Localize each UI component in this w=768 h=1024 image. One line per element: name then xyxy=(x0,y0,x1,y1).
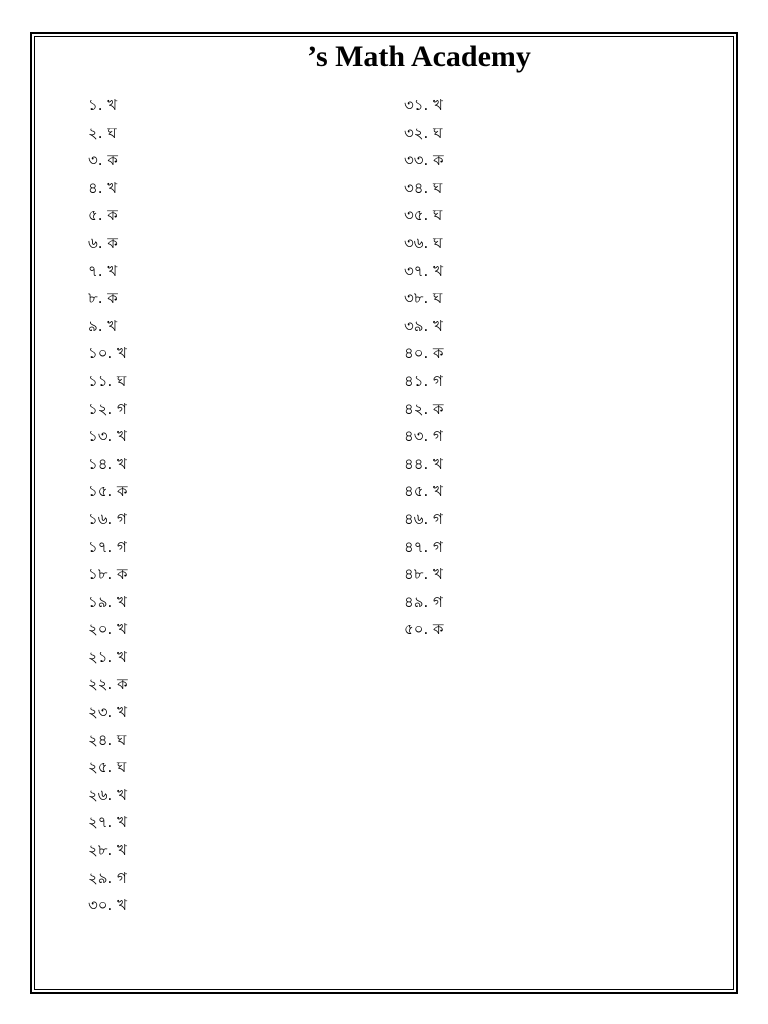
answer-option: খ xyxy=(433,482,443,501)
question-number: ২১. xyxy=(88,647,113,666)
question-number: ২৬. xyxy=(88,785,113,804)
answer-option: খ xyxy=(433,565,443,584)
answer-item xyxy=(88,782,128,810)
question-number: ৮. xyxy=(88,289,103,308)
answer-option: ঘ xyxy=(117,371,127,390)
answer-option: খ xyxy=(117,703,127,722)
answer-item xyxy=(404,616,444,644)
answer-item xyxy=(88,699,128,727)
question-number: ১. xyxy=(88,96,103,114)
answer-option: খ xyxy=(117,896,127,915)
question-number: ৪২. xyxy=(404,399,429,418)
question-number: ২৮. xyxy=(88,841,113,860)
answer-option: ক xyxy=(117,565,128,584)
question-number: ২৩. xyxy=(88,703,113,722)
question-number: ৩০. xyxy=(88,896,113,915)
answer-item xyxy=(88,892,128,920)
answer-item xyxy=(88,396,128,424)
question-number: ৪. xyxy=(88,178,103,197)
answer-option: ঘ xyxy=(433,206,443,225)
answer-item xyxy=(88,671,128,699)
question-number: ৪১. xyxy=(404,371,429,390)
question-number: ১৬. xyxy=(88,509,113,528)
answer-option: গ xyxy=(433,371,443,390)
question-number: ৪৮. xyxy=(404,565,429,584)
answer-item xyxy=(404,120,444,148)
answer-option: খ xyxy=(433,316,443,335)
question-number: ১৪. xyxy=(88,454,113,473)
answer-item xyxy=(404,258,444,286)
answer-item xyxy=(88,616,128,644)
answer-option: খ xyxy=(107,178,118,197)
answer-option: খ xyxy=(433,96,443,114)
answer-option: ক xyxy=(433,344,444,363)
question-number: ৩৫. xyxy=(404,206,429,225)
question-number: ৬. xyxy=(88,233,103,252)
answer-option: ক xyxy=(117,675,128,694)
question-number: ৫. xyxy=(88,206,103,225)
answer-item xyxy=(88,451,128,479)
answer-option: গ xyxy=(117,537,127,556)
question-number: ৩১. xyxy=(404,96,429,114)
question-number: ১৭. xyxy=(88,537,113,556)
answer-item xyxy=(88,727,128,755)
question-number: ১৩. xyxy=(88,427,113,446)
answer-option: ক xyxy=(433,151,444,170)
answer-item xyxy=(88,506,128,534)
answer-option: ঘ xyxy=(107,123,117,142)
answer-item xyxy=(88,589,128,617)
question-number: ৪৭. xyxy=(404,537,429,556)
answer-option: খ xyxy=(107,96,118,114)
page-title: ’s Math Academy xyxy=(307,40,531,73)
question-number: ১৫. xyxy=(88,482,113,501)
answer-item xyxy=(404,561,444,589)
answer-option: ক xyxy=(107,233,118,252)
answer-option: গ xyxy=(433,537,443,556)
question-number: ১৮. xyxy=(88,565,113,584)
answer-item xyxy=(88,534,128,562)
answer-item xyxy=(88,230,128,258)
answer-item xyxy=(404,230,444,258)
answer-item xyxy=(404,340,444,368)
question-number: ৩২. xyxy=(404,123,429,142)
answer-option: খ xyxy=(117,454,127,473)
answer-option: গ xyxy=(433,592,443,611)
answer-item xyxy=(404,313,444,341)
answer-option: গ xyxy=(433,427,443,446)
answer-column-right xyxy=(404,92,444,644)
answer-option: খ xyxy=(107,316,118,335)
answer-item xyxy=(404,589,444,617)
question-number: ১১. xyxy=(88,371,113,390)
question-number: ২. xyxy=(88,123,103,142)
answer-item xyxy=(404,147,444,175)
answer-item xyxy=(88,92,128,120)
question-number: ৪৬. xyxy=(404,509,429,528)
answer-option: ক xyxy=(433,620,444,639)
answer-option: খ xyxy=(117,813,127,832)
answer-option: ঘ xyxy=(433,178,443,197)
answer-item xyxy=(404,506,444,534)
question-number: ৭. xyxy=(88,261,103,280)
answer-option: ঘ xyxy=(117,758,127,777)
question-number: ৩৮. xyxy=(404,289,429,308)
answer-item xyxy=(404,92,444,120)
answer-item xyxy=(88,644,128,672)
answer-option: ঘ xyxy=(117,730,127,749)
answer-item xyxy=(88,313,128,341)
answer-item xyxy=(88,368,128,396)
question-number: ১২. xyxy=(88,399,113,418)
answer-option: ক xyxy=(433,399,444,418)
answer-item xyxy=(88,561,128,589)
answer-item xyxy=(88,865,128,893)
answer-item xyxy=(404,175,444,203)
question-number: ৩৭. xyxy=(404,261,429,280)
page-border-inner xyxy=(34,36,734,990)
answer-option: ক xyxy=(107,289,118,308)
answer-option: খ xyxy=(117,841,127,860)
question-number: ৪৫. xyxy=(404,482,429,501)
answer-option: খ xyxy=(433,454,443,473)
answer-option: ক xyxy=(107,151,118,170)
answer-item xyxy=(404,368,444,396)
answer-option: ক xyxy=(107,206,118,225)
question-number: ২৫. xyxy=(88,758,113,777)
answer-item xyxy=(404,202,444,230)
answer-option: খ xyxy=(117,344,127,363)
question-number: ৯. xyxy=(88,316,103,335)
answer-item xyxy=(88,478,128,506)
answer-option: খ xyxy=(433,261,443,280)
question-number: ৩৪. xyxy=(404,178,429,197)
answer-item xyxy=(404,534,444,562)
answer-item xyxy=(404,478,444,506)
answer-item xyxy=(88,340,128,368)
answer-option: ঘ xyxy=(433,233,443,252)
question-number: ১৯. xyxy=(88,592,113,611)
answer-item xyxy=(88,202,128,230)
question-number: ২৯. xyxy=(88,868,113,887)
answer-item xyxy=(88,120,128,148)
answer-item xyxy=(404,451,444,479)
answer-option: খ xyxy=(117,620,127,639)
answer-item xyxy=(88,285,128,313)
answer-option: ক xyxy=(117,482,128,501)
answer-item xyxy=(404,396,444,424)
answer-item xyxy=(88,809,128,837)
question-number: ৫০. xyxy=(404,620,429,639)
question-number: ৩৯. xyxy=(404,316,429,335)
question-number: ৩. xyxy=(88,151,103,170)
answer-item xyxy=(88,175,128,203)
question-number: ৪০. xyxy=(404,344,429,363)
answer-item xyxy=(88,147,128,175)
question-number: ৪৩. xyxy=(404,427,429,446)
question-number: ২২. xyxy=(88,675,113,694)
answer-item xyxy=(88,754,128,782)
answer-option: খ xyxy=(117,647,127,666)
answer-option: খ xyxy=(107,261,118,280)
answer-option: গ xyxy=(433,509,443,528)
answer-option: ঘ xyxy=(433,123,443,142)
question-number: ৪৯. xyxy=(404,592,429,611)
question-number: ২৪. xyxy=(88,730,113,749)
answer-column-left xyxy=(88,92,128,920)
answer-option: খ xyxy=(117,427,127,446)
answer-option: গ xyxy=(117,868,127,887)
answer-item xyxy=(88,423,128,451)
answer-option: গ xyxy=(117,399,127,418)
answer-item xyxy=(88,258,128,286)
question-number: ১০. xyxy=(88,344,113,363)
question-number: ৩৩. xyxy=(404,151,429,170)
answer-item xyxy=(404,423,444,451)
question-number: ৪৪. xyxy=(404,454,429,473)
answer-option: ঘ xyxy=(433,289,443,308)
answer-item xyxy=(88,837,128,865)
answer-item xyxy=(404,285,444,313)
question-number: ২৭. xyxy=(88,813,113,832)
question-number: ৩৬. xyxy=(404,233,429,252)
answer-option: খ xyxy=(117,785,127,804)
answer-option: গ xyxy=(117,509,127,528)
question-number: ২০. xyxy=(88,620,113,639)
answer-option: খ xyxy=(117,592,127,611)
